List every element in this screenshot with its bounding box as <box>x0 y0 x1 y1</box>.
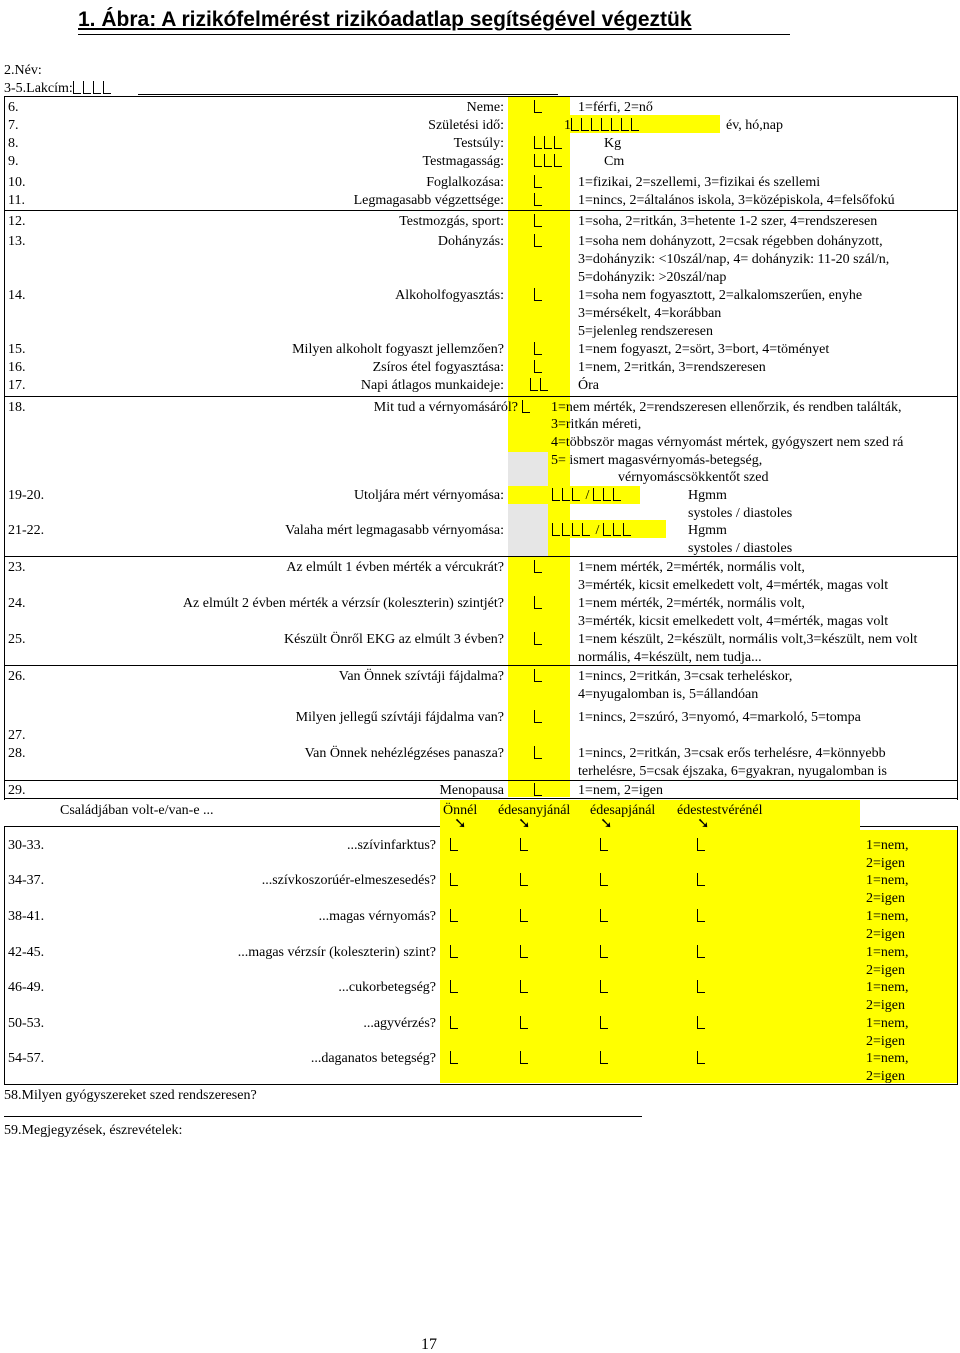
q19-unit: Hgmm <box>688 488 727 503</box>
family-row-option-2: 2=igen <box>866 927 905 942</box>
q14-answer-box[interactable] <box>534 287 544 303</box>
family-row-option-1: 1=nem, <box>866 838 909 853</box>
q59-label: 59.Megjegyzések, észrevételek: <box>4 1123 183 1138</box>
mother-answer-box[interactable] <box>520 908 530 924</box>
q21-answer-box[interactable]: / <box>552 522 633 538</box>
q58-answer-line[interactable] <box>4 1116 642 1117</box>
q26-number: 26. <box>8 669 26 684</box>
q58-label: 58.Milyen gyógyszereket szed rendszeresen? <box>4 1088 257 1103</box>
q28-options-1: 1=nincs, 2=ritkán, 3=csak erős terhelésre, 4=könnyebb <box>578 746 886 761</box>
family-row-label: ...daganatos betegség? <box>310 1051 436 1066</box>
separator <box>4 1084 958 1085</box>
family-row-option-1: 1=nem, <box>866 909 909 924</box>
sibling-answer-box[interactable] <box>697 944 707 960</box>
q25-options-2: normális, 4=készült, nem tudja... <box>578 650 762 665</box>
family-row-option-2: 2=igen <box>866 856 905 871</box>
col-sibling: édestestvérénél <box>677 803 763 818</box>
q8-number: 8. <box>8 136 19 151</box>
q29-number: 29. <box>8 783 26 798</box>
father-answer-box[interactable] <box>600 872 610 888</box>
q10-options: 1=fizikai, 2=szellemi, 3=fizikai és szellemi <box>578 175 821 190</box>
page-title: 1. Ábra: A rizikófelmérést rizikóadatlap segítségével végeztük <box>78 8 692 31</box>
q21-label: Valaha mért legmagasabb vérnyomása: <box>285 523 504 538</box>
self-answer-box[interactable] <box>450 837 460 853</box>
q14-options-3: 5=jelenleg rendszeresen <box>578 324 713 339</box>
family-row-number: 50-53. <box>8 1016 45 1031</box>
separator <box>4 780 958 781</box>
self-answer-box[interactable] <box>450 944 460 960</box>
q9-answer-box[interactable] <box>534 153 564 169</box>
q21-number: 21-22. <box>8 523 45 538</box>
sibling-answer-box[interactable] <box>697 908 707 924</box>
q25-answer-box[interactable] <box>534 631 544 647</box>
family-row-option-1: 1=nem, <box>866 945 909 960</box>
address-line <box>138 94 558 95</box>
family-row-option-2: 2=igen <box>866 963 905 978</box>
q9-label: Testmagasság: <box>422 154 504 169</box>
arrow-down-icon: ➘ <box>697 814 710 832</box>
arrow-down-icon: ➘ <box>600 814 613 832</box>
q26-answer-box[interactable] <box>534 668 544 684</box>
address-label: 3-5.Lakcím: <box>4 80 113 97</box>
q18-options-3: 4=többször magas vérnyomást mértek, gyógyszert nem szed rá <box>551 435 904 450</box>
family-row-label: ...magas vérzsír (koleszterin) szint? <box>237 945 436 960</box>
q14-options-1: 1=soha nem fogyasztott, 2=alkalomszerűen, enyhe <box>578 288 863 303</box>
self-answer-box[interactable] <box>450 1015 460 1031</box>
q12-label: Testmozgás, sport: <box>399 214 504 229</box>
q27-options: 1=nincs, 2=szúró, 3=nyomó, 4=markoló, 5=tompa <box>578 710 861 725</box>
q28-answer-box[interactable] <box>534 745 544 761</box>
family-row-option-1: 1=nem, <box>866 1051 909 1066</box>
q13-number: 13. <box>8 234 26 249</box>
q6-answer-box[interactable] <box>534 99 544 115</box>
q14-options-2: 3=mérsékelt, 4=korábban <box>578 306 722 321</box>
q18-number: 18. <box>8 400 26 415</box>
q15-number: 15. <box>8 342 26 357</box>
q28-number: 28. <box>8 746 26 761</box>
col-self: Önnél <box>443 803 478 818</box>
q29-answer-box[interactable] <box>534 782 544 798</box>
q15-label: Milyen alkoholt fogyaszt jellemzően? <box>292 342 504 357</box>
family-row-number: 34-37. <box>8 873 45 888</box>
q17-number: 17. <box>8 378 26 393</box>
family-row-option-2: 2=igen <box>866 1069 905 1084</box>
form-right-border <box>957 96 958 800</box>
self-answer-box[interactable] <box>450 1050 460 1066</box>
family-row-label: ...agyvérzés? <box>363 1016 436 1031</box>
family-row-number: 54-57. <box>8 1051 45 1066</box>
self-answer-box[interactable] <box>450 979 460 995</box>
family-heading: Családjában volt-e/van-e ... <box>60 803 214 818</box>
q6-number: 6. <box>8 100 19 115</box>
grey-cell <box>508 504 548 556</box>
form-top-border <box>4 96 958 97</box>
mother-answer-box[interactable] <box>520 837 530 853</box>
q11-answer-box[interactable] <box>534 192 544 208</box>
q13-options-3: 5=dohányzik: >20szál/nap <box>578 270 727 285</box>
q17-answer-box[interactable] <box>530 377 550 393</box>
father-answer-box[interactable] <box>600 1050 610 1066</box>
self-answer-box[interactable] <box>450 908 460 924</box>
family-row-label: ...cukorbetegség? <box>338 980 436 995</box>
family-row-option-1: 1=nem, <box>866 873 909 888</box>
family-row-number: 46-49. <box>8 980 45 995</box>
q21-hint: systoles / diastoles <box>688 541 793 556</box>
q7-number: 7. <box>8 118 19 133</box>
q17-label: Napi átlagos munkaideje: <box>360 378 504 393</box>
family-row-label: ...magas vérnyomás? <box>318 909 436 924</box>
q27-number: 27. <box>8 728 26 743</box>
family-row-number: 30-33. <box>8 838 45 853</box>
q15-answer-box[interactable] <box>534 341 544 357</box>
mother-answer-box[interactable] <box>520 944 530 960</box>
q7-label: Születési idő: <box>428 118 504 133</box>
col-mother: édesanyjánál <box>498 803 571 818</box>
name-label: 2.Név: <box>4 63 42 78</box>
grey-cell <box>508 452 548 486</box>
q8-unit: Kg <box>604 136 622 151</box>
q16-number: 16. <box>8 360 26 375</box>
q18-options-4: 5= ismert magasvérnyomás-betegség, <box>551 453 763 468</box>
father-answer-box[interactable] <box>600 979 610 995</box>
q13-options-1: 1=soha nem dohányzott, 2=csak régebben dohányzott, <box>578 234 883 249</box>
q24-options-1: 1=nem mérték, 2=mérték, normális volt, <box>578 596 805 611</box>
q9-unit: Cm <box>604 154 625 169</box>
separator <box>4 556 958 557</box>
q9-number: 9. <box>8 154 19 169</box>
q8-answer-box[interactable] <box>534 135 564 151</box>
q18-label: Mit tud a vérnyomásáról? <box>373 400 518 415</box>
q25-label: Készült Önről EKG az elmúlt 3 évben? <box>283 632 504 647</box>
q17-unit: Óra <box>578 378 599 393</box>
q11-label: Legmagasabb végzettsége: <box>353 193 504 208</box>
q10-label: Foglalkozása: <box>426 175 504 190</box>
sibling-answer-box[interactable] <box>697 1050 707 1066</box>
family-row-option-1: 1=nem, <box>866 1016 909 1031</box>
family-row-number: 38-41. <box>8 909 45 924</box>
q23-options-2: 3=mérték, kicsit emelkedett volt, 4=mérték, magas volt <box>578 578 889 593</box>
family-row-option-2: 2=igen <box>866 1034 905 1049</box>
q6-label: Neme: <box>466 100 504 115</box>
family-row-option-2: 2=igen <box>866 891 905 906</box>
sibling-answer-box[interactable] <box>697 1015 707 1031</box>
q19-label: Utoljára mért vérnyomása: <box>353 488 504 503</box>
q26-options-1: 1=nincs, 2=ritkán, 3=csak terheléskor, <box>578 669 793 684</box>
father-answer-box[interactable] <box>600 1015 610 1031</box>
q24-label: Az elmúlt 2 évben mérték a vérzsír (koleszterin) szintjét? <box>182 596 504 611</box>
q28-label: Van Önnek nehézlégzéses panasza? <box>304 746 504 761</box>
father-answer-box[interactable] <box>600 944 610 960</box>
q27-answer-box[interactable] <box>534 709 544 725</box>
q24-number: 24. <box>8 596 26 611</box>
q24-answer-box[interactable] <box>534 595 544 611</box>
family-left-border <box>4 826 5 1084</box>
q12-answer-box[interactable] <box>534 213 544 229</box>
sibling-answer-box[interactable] <box>697 979 707 995</box>
q11-number: 11. <box>8 193 25 208</box>
q12-options: 1=soha, 2=ritkán, 3=hetente 1-2 szer, 4=rendszeresen <box>578 214 878 229</box>
q7-answer-box[interactable]: 1 <box>564 117 641 133</box>
q21-unit: Hgmm <box>688 523 727 538</box>
q11-options: 1=nincs, 2=általános iskola, 3=középiskola, 4=felsőfokú <box>578 193 895 208</box>
q16-label: Zsíros étel fogyasztása: <box>372 360 504 375</box>
q27-label: Milyen jellegű szívtáji fájdalma van? <box>295 710 504 725</box>
q13-options-2: 3=dohányzik: <10szál/nap, 4= dohányzik: 11-20 szál/n, <box>578 252 890 267</box>
q26-options-2: 4=nyugalomban is, 5=állandóan <box>578 687 759 702</box>
family-row-label: ...szívkoszorúér-elmeszesedés? <box>261 873 436 888</box>
q6-options: 1=férfi, 2=nő <box>578 100 653 115</box>
family-answer-area <box>440 800 860 1083</box>
q10-number: 10. <box>8 175 26 190</box>
family-row-label: ...szívinfarktus? <box>346 838 436 853</box>
q18-options-2: 3=ritkán méreti, <box>551 417 642 432</box>
father-answer-box[interactable] <box>600 837 610 853</box>
col-father: édesapjánál <box>590 803 656 818</box>
arrow-down-icon: ➘ <box>454 814 467 832</box>
mother-answer-box[interactable] <box>520 1015 530 1031</box>
mother-answer-box[interactable] <box>520 872 530 888</box>
q15-options: 1=nem fogyaszt, 2=sört, 3=bort, 4=töményet <box>578 342 830 357</box>
page-number: 17 <box>421 1336 437 1353</box>
separator <box>4 396 958 397</box>
q23-label: Az elmúlt 1 évben mérték a vércukrát? <box>286 560 504 575</box>
q14-number: 14. <box>8 288 26 303</box>
q26-label: Van Önnek szívtáji fájdalma? <box>338 669 504 684</box>
q18-options-5: vérnyomáscsökkentőt szed <box>618 470 769 485</box>
q23-number: 23. <box>8 560 26 575</box>
q29-options: 1=nem, 2=igen <box>578 783 663 798</box>
father-answer-box[interactable] <box>600 908 610 924</box>
mother-answer-box[interactable] <box>520 1050 530 1066</box>
q8-label: Testsúly: <box>453 136 504 151</box>
q28-options-2: terhelésre, 5=csak éjszaka, 6=gyakran, nyugalomban is <box>578 764 887 779</box>
q12-number: 12. <box>8 214 26 229</box>
separator <box>4 665 958 666</box>
sibling-answer-box[interactable] <box>697 837 707 853</box>
family-row-option-2: 2=igen <box>866 998 905 1013</box>
q13-answer-box[interactable] <box>534 233 544 249</box>
family-right-border <box>957 826 958 1084</box>
sibling-answer-box[interactable] <box>697 872 707 888</box>
q10-answer-box[interactable] <box>534 174 544 190</box>
q16-answer-box[interactable] <box>534 359 544 375</box>
mother-answer-box[interactable] <box>520 979 530 995</box>
q18-options-1: 1=nem mérték, 2=rendszeresen ellenőrzik, és rendben találták, <box>551 400 902 415</box>
q25-number: 25. <box>8 632 26 647</box>
form-left-border <box>4 96 5 800</box>
q24-options-2: 3=mérték, kicsit emelkedett volt, 4=mérték, magas volt <box>578 614 889 629</box>
q19-hint: systoles / diastoles <box>688 506 793 521</box>
q18-answer-box[interactable] <box>522 399 532 415</box>
q23-answer-box[interactable] <box>534 559 544 575</box>
self-answer-box[interactable] <box>450 872 460 888</box>
family-row-option-1: 1=nem, <box>866 980 909 995</box>
separator <box>4 210 958 211</box>
q25-options-1: 1=nem készült, 2=készült, normális volt,3=készült, nem volt <box>578 632 918 647</box>
q7-unit: év, hó,nap <box>726 118 784 133</box>
q16-options: 1=nem, 2=ritkán, 3=rendszeresen <box>578 360 766 375</box>
q19-number: 19-20. <box>8 488 45 503</box>
arrow-down-icon: ➘ <box>518 814 531 832</box>
title-underline <box>78 34 790 35</box>
q13-label: Dohányzás: <box>437 234 504 249</box>
family-row-number: 42-45. <box>8 945 45 960</box>
q23-options-1: 1=nem mérték, 2=mérték, normális volt, <box>578 560 805 575</box>
q29-label: Menopausa <box>439 783 504 798</box>
q14-label: Alkoholfogyasztás: <box>395 288 504 303</box>
q19-answer-box[interactable]: / <box>552 487 623 503</box>
